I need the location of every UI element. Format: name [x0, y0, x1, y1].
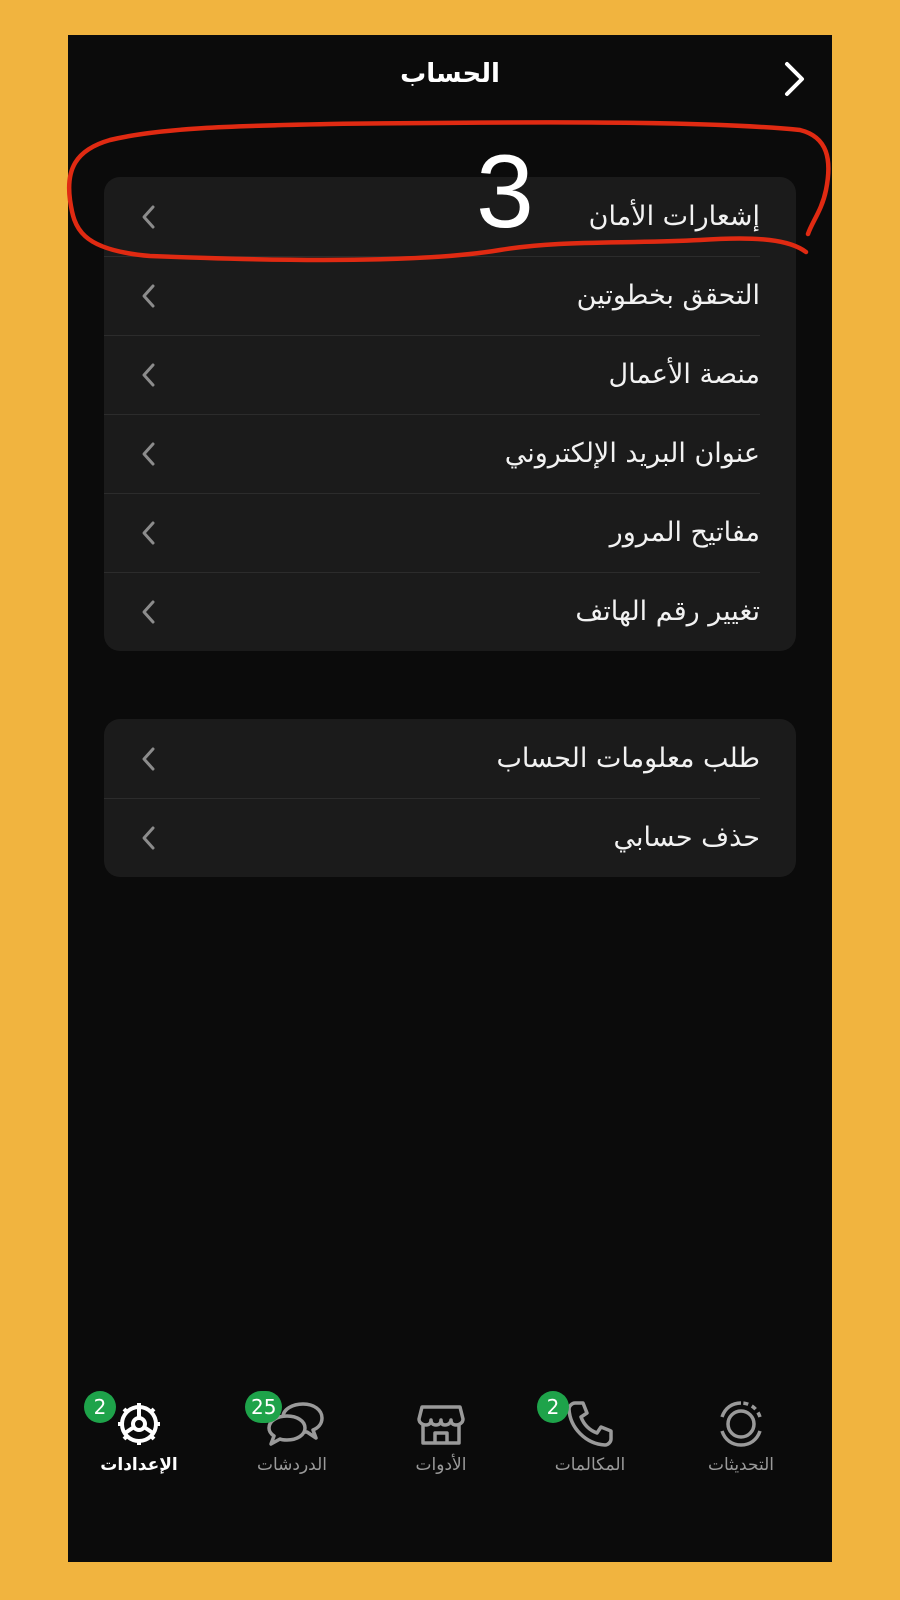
tab-updates[interactable]: [686, 1397, 796, 1487]
row-label: مفاتيح المرور: [609, 517, 760, 548]
annotation-number: 3: [476, 134, 534, 250]
header: [68, 35, 832, 121]
row-label: منصة الأعمال: [608, 359, 760, 390]
settings-row-change-number[interactable]: [104, 572, 796, 651]
phone-screen: [68, 35, 832, 1562]
row-label: التحقق بخطوتين: [576, 280, 760, 311]
account-data-group: [104, 719, 796, 877]
row-label: حذف حسابي: [613, 822, 760, 853]
calls-badge: 2: [537, 1391, 569, 1423]
row-label: إشعارات الأمان: [588, 201, 760, 232]
store-icon: [414, 1397, 468, 1451]
settings-row-passkeys[interactable]: [104, 493, 796, 572]
chevron-left-icon: [134, 439, 164, 469]
tab-settings[interactable]: [84, 1397, 194, 1487]
gear-icon: [93, 1395, 166, 1451]
settings-row-security-notifications[interactable]: [104, 177, 796, 256]
updates-icon: [714, 1397, 768, 1451]
settings-row-delete-account[interactable]: [104, 798, 796, 877]
chevron-left-icon: [134, 281, 164, 311]
page-title: الحساب: [400, 59, 500, 89]
tab-calls[interactable]: [535, 1397, 645, 1487]
chevron-right-icon: [781, 61, 807, 97]
account-settings-group: [104, 177, 796, 651]
tab-label: الأدوات: [415, 1455, 467, 1475]
tab-chats[interactable]: [237, 1397, 347, 1487]
tab-label: التحديثات: [708, 1455, 774, 1475]
settings-badge: 2: [84, 1391, 116, 1423]
tab-label: الإعدادات: [100, 1455, 178, 1475]
row-label: تغيير رقم الهاتف: [575, 596, 760, 627]
chats-badge: 25: [245, 1391, 282, 1423]
tab-label: المكالمات: [554, 1455, 626, 1475]
settings-row-email[interactable]: [104, 414, 796, 493]
tab-label: الدردشات: [256, 1455, 328, 1475]
chevron-left-icon: [134, 744, 164, 774]
phone-icon: [546, 1395, 617, 1451]
settings-row-business-platform[interactable]: [104, 335, 796, 414]
chevron-left-icon: [134, 823, 164, 853]
chevron-left-icon: [134, 202, 164, 232]
chevron-left-icon: [134, 518, 164, 548]
row-label: طلب معلومات الحساب: [496, 743, 760, 774]
settings-row-request-info[interactable]: [104, 719, 796, 798]
tab-tools[interactable]: [386, 1397, 496, 1487]
back-button[interactable]: [774, 57, 814, 101]
settings-row-two-step[interactable]: [104, 256, 796, 335]
row-label: عنوان البريد الإلكتروني: [504, 438, 760, 469]
chat-icon: [251, 1395, 319, 1451]
chevron-left-icon: [134, 597, 164, 627]
chevron-left-icon: [134, 360, 164, 390]
